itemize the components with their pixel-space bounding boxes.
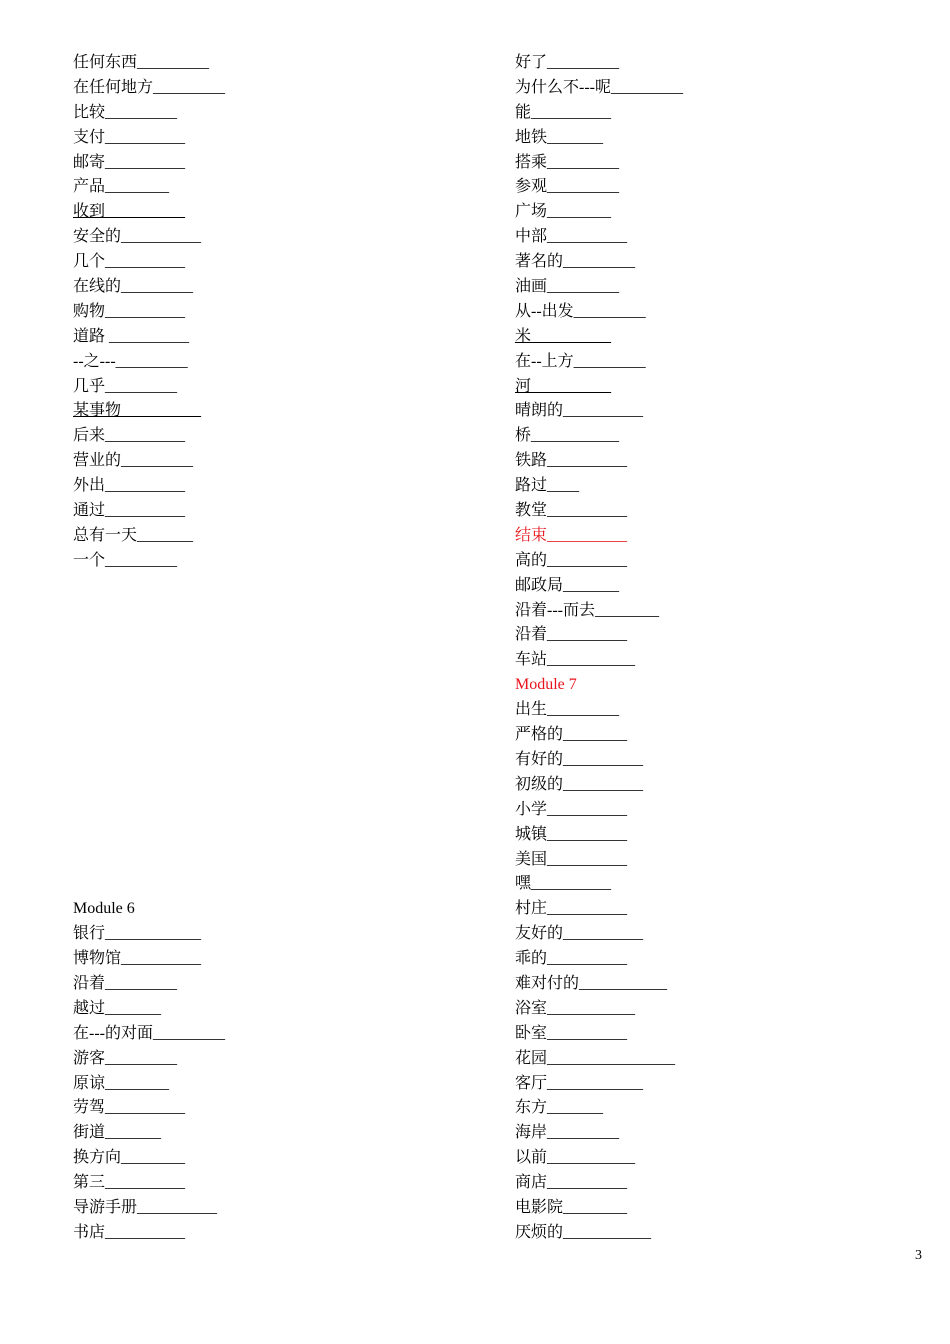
vocab-line	[73, 748, 225, 773]
vocab-line: 在任何地方_________	[73, 78, 226, 96]
vocab-line: 美国__________	[515, 850, 628, 868]
vocab-line: 初级的__________	[515, 775, 644, 793]
vocab-line: 道路 __________	[73, 327, 190, 345]
vocab-line: 电影院________	[515, 1198, 628, 1216]
vocab-line: 小学__________	[515, 800, 628, 818]
vocab-line: 车站___________	[515, 651, 636, 669]
vocab-line: 在---的对面_________	[73, 1024, 225, 1042]
vocab-line: 商店__________	[515, 1174, 628, 1192]
vocab-line: 收到__________	[73, 203, 186, 221]
vocab-line: 高的__________	[515, 551, 628, 569]
vocab-line: 在线的_________	[73, 278, 194, 296]
vocab-line: 海岸_________	[515, 1124, 620, 1142]
vocab-line: 从--出发_________	[515, 302, 646, 320]
vocab-line: 街道_______	[73, 1124, 162, 1142]
vocab-line: 乖的__________	[515, 950, 628, 968]
vocab-line: 米__________	[515, 327, 612, 345]
vocab-line: 通过__________	[73, 502, 186, 520]
vocab-line: 博物馆__________	[73, 950, 202, 968]
vocab-line: 城镇__________	[515, 825, 628, 843]
vocab-line	[73, 648, 225, 673]
vocab-line: 晴朗的__________	[515, 402, 644, 420]
vocab-line: 劳驾__________	[73, 1099, 186, 1117]
vocab-line: --之---_________	[73, 352, 188, 370]
vocab-line: 难对付的___________	[515, 974, 668, 992]
vocab-line: 客厅____________	[515, 1074, 644, 1092]
vocab-line	[73, 698, 225, 723]
vocab-line: 原谅________	[73, 1074, 170, 1092]
vocab-line: 游客_________	[73, 1049, 178, 1067]
vocab-line: 路过____	[515, 477, 580, 495]
vocab-line: 为什么不---呢_________	[515, 78, 683, 96]
vocab-line	[73, 723, 225, 748]
vocab-line	[73, 623, 225, 648]
vocab-line: 教堂__________	[515, 502, 628, 520]
vocab-line: 某事物__________	[73, 402, 202, 420]
vocab-line: 几个__________	[73, 253, 186, 271]
vocab-line: 任何东西_________	[73, 54, 210, 71]
left-column	[73, 51, 225, 1246]
vocab-line	[73, 773, 225, 798]
vocab-line: 桥___________	[515, 427, 620, 445]
vocab-line: 出生_________	[515, 701, 620, 719]
vocab-line: 有好的__________	[515, 750, 644, 768]
vocab-line: 中部__________	[515, 228, 628, 246]
vocab-line: 后来__________	[73, 427, 186, 445]
right-column	[515, 51, 683, 1246]
vocab-line: 比较_________	[73, 103, 178, 121]
vocab-line: 东方_______	[515, 1099, 604, 1117]
vocab-line: 支付__________	[73, 128, 186, 146]
vocab-line: 好了_________	[515, 54, 620, 71]
vocab-line: 外出__________	[73, 477, 186, 495]
vocab-line: 越过_______	[73, 999, 162, 1017]
vocab-line: 安全的__________	[73, 228, 202, 246]
vocab-line: 银行____________	[73, 925, 202, 943]
vocab-line: 搭乘_________	[515, 153, 620, 171]
vocab-line: 沿着_________	[73, 974, 178, 992]
vocab-line: 河__________	[515, 377, 612, 395]
vocab-line: 营业的_________	[73, 452, 194, 470]
vocab-line: 卧室__________	[515, 1024, 628, 1042]
vocab-line	[73, 848, 225, 873]
vocab-line: 在--上方_________	[515, 352, 646, 370]
vocab-line: 广场________	[515, 203, 612, 221]
vocab-line: 总有一天_______	[73, 526, 194, 544]
vocab-line: 地铁_______	[515, 128, 604, 146]
vocab-line: 邮政局_______	[515, 576, 620, 594]
vocab-line	[73, 673, 225, 698]
vocab-line: 一个_________	[73, 551, 178, 569]
vocab-line: 购物__________	[73, 302, 186, 320]
module-heading: Module 6	[73, 900, 135, 918]
vocab-line: 厌烦的___________	[515, 1223, 652, 1241]
vocab-line: 铁路__________	[515, 452, 628, 470]
vocab-line: 沿着__________	[515, 626, 628, 644]
vocab-line: 产品________	[73, 178, 170, 196]
vocab-line: 第三__________	[73, 1174, 186, 1192]
vocab-line	[73, 823, 225, 848]
vocab-line: 参观_________	[515, 178, 620, 196]
vocab-line: 浴室___________	[515, 999, 636, 1017]
vocab-line: 友好的__________	[515, 925, 644, 943]
vocab-line	[73, 599, 225, 624]
vocab-line: 油画_________	[515, 278, 620, 296]
vocab-line	[73, 872, 225, 897]
vocab-line: 沿着---而去________	[515, 601, 659, 619]
vocab-line: 能__________	[515, 103, 612, 121]
vocab-line: 邮寄__________	[73, 153, 186, 171]
vocab-line	[73, 574, 225, 599]
vocab-line: 著名的_________	[515, 253, 636, 271]
module-heading: Module 7	[515, 676, 577, 694]
vocab-line: 书店__________	[73, 1223, 186, 1241]
vocab-line: 严格的________	[515, 726, 628, 744]
vocab-line: 结束__________	[515, 526, 628, 544]
vocab-line: 换方向________	[73, 1149, 186, 1167]
vocab-line: 村庄__________	[515, 900, 628, 918]
vocab-line: 几乎_________	[73, 377, 178, 395]
page-number: 3	[915, 1248, 922, 1263]
vocab-line	[73, 798, 225, 823]
vocab-line: 花园________________	[515, 1049, 676, 1067]
vocab-line: 嘿__________	[515, 875, 612, 893]
vocab-line: 导游手册__________	[73, 1198, 218, 1216]
vocab-line: 以前___________	[515, 1149, 636, 1167]
